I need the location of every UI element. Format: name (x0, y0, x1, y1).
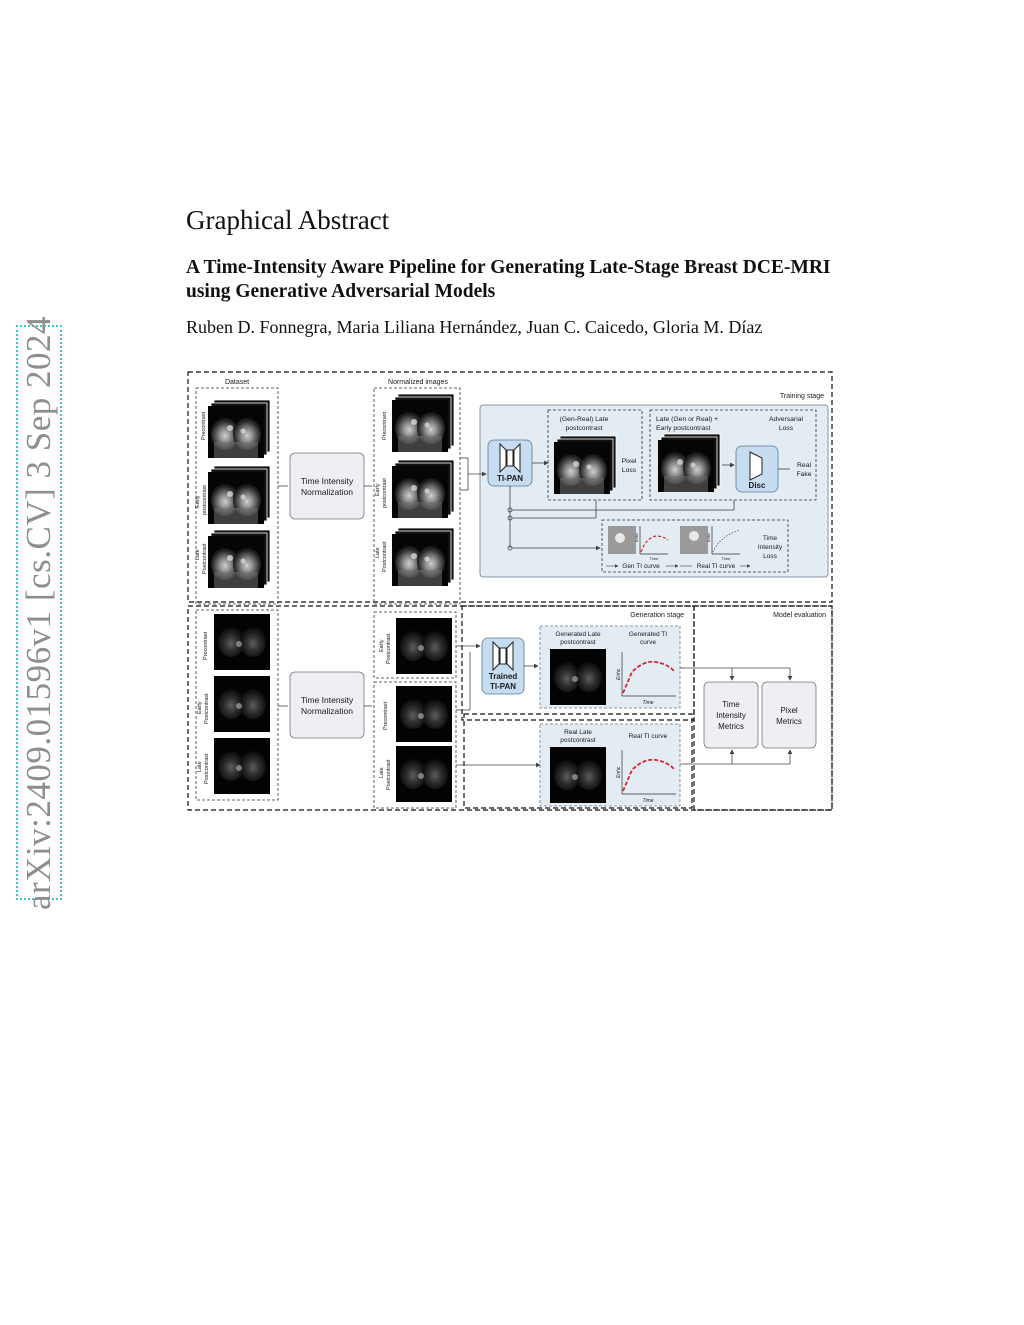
row-label-precontrast: Precontrast (201, 411, 207, 440)
trained-tipan-line1: Trained (488, 672, 518, 681)
generated-ti-line1: Generated TI (628, 631, 668, 638)
fake-label: Fake (796, 471, 812, 478)
row-label-late-sub: Postcontrast (202, 543, 208, 574)
gen-normalized-early-image (396, 618, 452, 674)
normalized-images-label: Normalized images (388, 379, 448, 386)
arxiv-sidebar-stamp (16, 315, 62, 910)
late-early-image (658, 434, 720, 492)
dataset-late-image (208, 530, 270, 588)
normalized-early-image (392, 460, 454, 518)
gen-normalized-precontrast-image (396, 686, 452, 742)
pixel-loss-line1: Pixel (621, 458, 637, 465)
real-late-line1: Real Late (564, 729, 592, 736)
gen-ti-curve-time-axis: Time (649, 556, 659, 561)
gen-norm-label-early-sub: Postcontrast (386, 633, 392, 664)
ti-normalization-box (290, 453, 364, 519)
real-ti-enhc-axis: Enhc (616, 766, 622, 778)
norm-row-label-precontrast: Precontrast (382, 411, 388, 440)
dataset-early-image (208, 466, 270, 524)
ti-metrics-line3: Metrics (718, 722, 744, 731)
gen-norm-label-precontrast: Precontrast (383, 701, 389, 730)
model-evaluation-label: Model evaluation (773, 612, 826, 619)
ti-metrics-line1: Time (722, 700, 740, 709)
trained-tipan-line2: TI-PAN (489, 682, 517, 691)
tipan-label: TI-PAN (496, 474, 524, 483)
real-ti-curve-time-axis: Time (721, 556, 731, 561)
late-early-line1: Late (Gen or Real) + (656, 416, 719, 423)
gen-ti-curve-enhc-axis: Enhc (634, 532, 639, 542)
ti-loss-line2: Intensity (757, 544, 783, 551)
generated-late-image (550, 649, 606, 705)
gen-row-label-early: Early (197, 701, 203, 714)
gen-normalized-late-image (396, 746, 452, 802)
adversarial-loss-line1: Adversarial (769, 416, 803, 423)
gen-real-late-line2: postcontrast (565, 425, 603, 432)
gen-input-early-image (214, 676, 270, 732)
training-stage-label: Training stage (779, 393, 824, 400)
paper-title: A Time-Intensity Aware Pipeline for Generating Late-Stage Breast DCE-MRI using Generative Adversarial Models (186, 257, 831, 302)
generated-ti-time-axis: Time (642, 700, 654, 706)
gen-ti-curve-label: Gen TI curve (622, 563, 660, 570)
generated-ti-enhc-axis: Enhc (616, 668, 622, 680)
pixel-loss-line2: Loss (621, 467, 637, 474)
gen-ti-normalization-line1: Time Intensity (300, 695, 354, 705)
dataset-label: Dataset (224, 379, 250, 386)
author-list: Ruben D. Fonnegra, Maria Liliana Hernández, Juan C. Caicedo, Gloria M. Díaz (186, 317, 763, 337)
gen-row-label-early-sub: Postcontrast (204, 693, 210, 724)
normalized-late-image (392, 528, 454, 586)
gen-real-late-image (554, 436, 616, 494)
gen-row-label-late: Late (197, 761, 203, 772)
ti-normalization-line2: Normalization (301, 487, 353, 497)
gen-input-precontrast-image (214, 614, 270, 670)
ti-normalization-line1: Time Intensity (300, 476, 354, 486)
gen-ti-normalization-line2: Normalization (301, 706, 353, 716)
graphical-abstract-heading: Graphical Abstract (186, 205, 390, 235)
norm-row-label-early: Early (375, 483, 381, 496)
real-ti-time-axis: Time (642, 798, 654, 804)
row-label-early-sub: postcontrast (202, 485, 208, 515)
graphical-abstract-figure (186, 370, 834, 812)
generation-stage-label: Generation stage (630, 612, 684, 619)
gen-ti-normalization-box (290, 672, 364, 738)
arxiv-identifier: arXiv:2409.01596v1 [cs.CV] 3 Sep 2024 (19, 315, 58, 910)
gen-norm-label-late-sub: Postcontrast (386, 759, 392, 790)
normalized-precontrast-image (392, 394, 454, 452)
row-label-early: Early (195, 495, 201, 508)
disc-label: Disc (748, 481, 766, 490)
generated-late-line2: postcontrast (560, 639, 596, 646)
gen-norm-label-late: Late (379, 767, 385, 778)
gen-row-label-precontrast: Precontrast (203, 631, 209, 660)
real-late-line2: postcontrast (560, 737, 596, 744)
real-ti-curve-title: Real TI curve (628, 733, 668, 740)
real-label: Real (797, 462, 811, 469)
norm-row-label-late: Late (375, 547, 381, 558)
gen-input-late-image (214, 738, 270, 794)
pixel-metrics-line1: Pixel (780, 706, 798, 715)
ti-loss-line1: Time (762, 535, 778, 542)
generated-ti-line2: curve (640, 639, 656, 646)
norm-row-label-early-sub: postcontrast (382, 478, 388, 508)
generated-late-line1: Generated Late (555, 631, 601, 638)
pixel-metrics-line2: Metrics (776, 717, 802, 726)
gen-row-label-late-sub: Postcontrast (204, 753, 210, 784)
late-early-line2: Early postcontrast (656, 425, 711, 432)
gen-real-late-line1: (Gen-Real) Late (559, 416, 609, 423)
ti-loss-line3: Loss (763, 553, 777, 560)
ti-metrics-line2: Intensity (716, 711, 746, 720)
row-label-late: Late (195, 549, 201, 560)
real-late-image (550, 747, 606, 803)
pipeline-diagram (186, 370, 834, 812)
real-ti-curve-enhc-axis: Enhc (706, 532, 711, 542)
adversarial-loss-line2: Loss (778, 425, 794, 432)
norm-row-label-late-sub: Postcontrast (382, 541, 388, 572)
dataset-precontrast-image (208, 400, 270, 458)
real-ti-curve-label: Real TI curve (696, 563, 736, 570)
pixel-metrics-box (762, 682, 816, 748)
gen-norm-label-early: Early (379, 639, 385, 652)
